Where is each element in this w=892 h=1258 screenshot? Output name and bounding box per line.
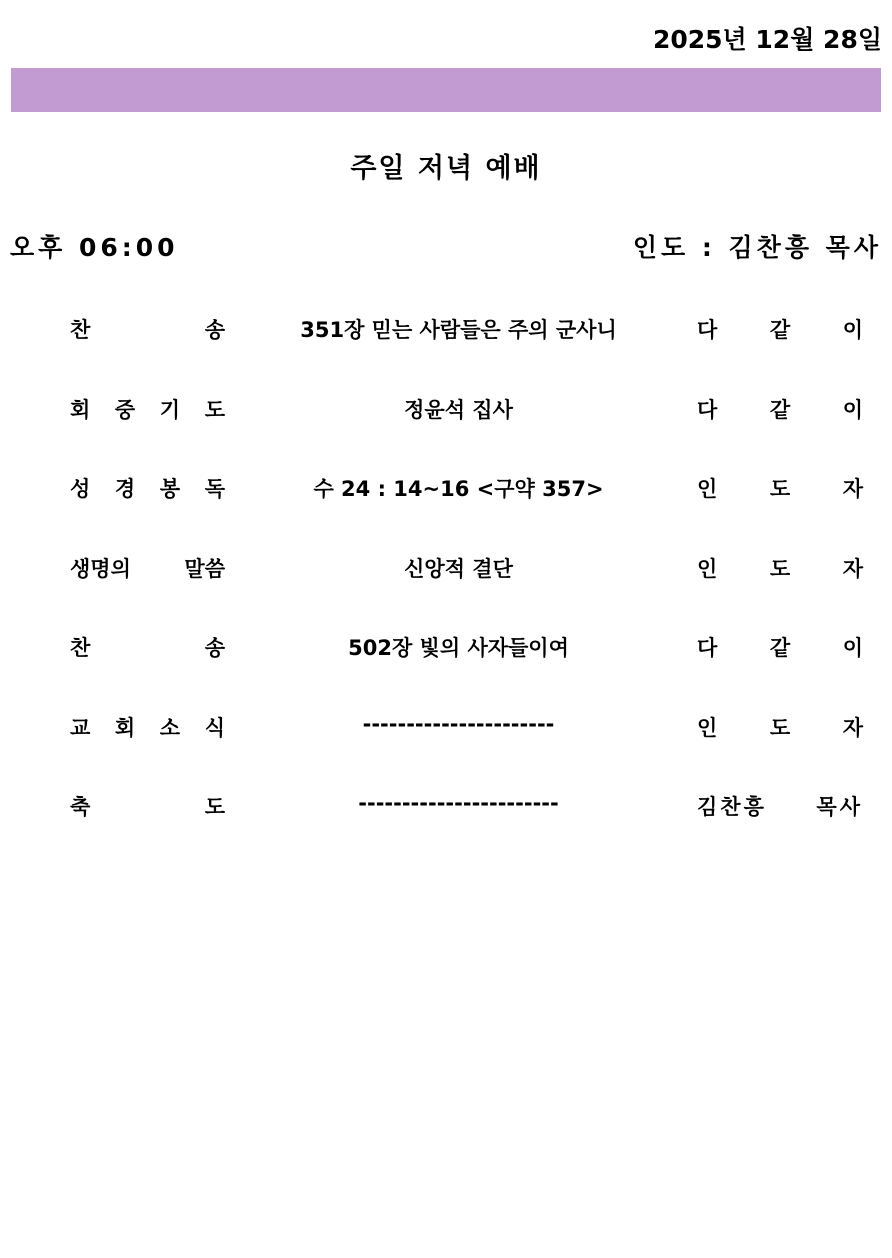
order-content: 정윤석 집사 xyxy=(404,397,513,422)
order-person: 다 같 이 xyxy=(697,318,863,342)
order-row-prayer xyxy=(0,370,892,450)
order-label: 교 회 소 식 xyxy=(70,715,225,740)
order-label: 축 도 xyxy=(70,795,225,819)
order-row-sermon xyxy=(0,529,892,609)
service-leader: 인도 : 김찬흥 목사 xyxy=(632,233,882,262)
order-content: 351장 믿는 사람들은 주의 군사니 xyxy=(300,318,617,342)
order-label: 성 경 봉 독 xyxy=(70,477,225,501)
order-person: 인 도 자 xyxy=(697,556,863,581)
bulletin-date: 2025년 12월 28일 xyxy=(652,25,882,54)
order-label: 찬 송 xyxy=(70,636,225,660)
order-row-scripture xyxy=(0,449,892,529)
order-row-announcements xyxy=(0,688,892,768)
order-person: 김찬흥 목사 xyxy=(697,795,863,819)
order-label: 회 중 기 도 xyxy=(70,397,225,422)
order-person: 다 같 이 xyxy=(697,636,863,660)
order-row-benediction xyxy=(0,767,892,847)
order-label: 생명의 말씀 xyxy=(70,556,225,581)
order-label: 찬 송 xyxy=(70,318,225,342)
order-row-hymn-1 xyxy=(0,290,892,370)
order-person: 다 같 이 xyxy=(697,397,863,422)
order-content: 수 24 : 14~16 <구약 357> xyxy=(313,477,604,501)
header-banner xyxy=(11,68,881,112)
order-person: 인 도 자 xyxy=(697,477,863,501)
service-title: 주일 저녁 예배 xyxy=(350,153,542,184)
order-person: 인 도 자 xyxy=(697,715,863,740)
order-content: ---------------------- xyxy=(362,711,555,736)
service-time: 오후 06:00 xyxy=(10,233,179,262)
order-row-hymn-2 xyxy=(0,608,892,688)
order-of-service xyxy=(0,290,892,847)
order-content: ----------------------- xyxy=(358,791,559,815)
order-content: 502장 빛의 사자들이여 xyxy=(348,636,569,660)
order-content: 신앙적 결단 xyxy=(404,556,513,581)
